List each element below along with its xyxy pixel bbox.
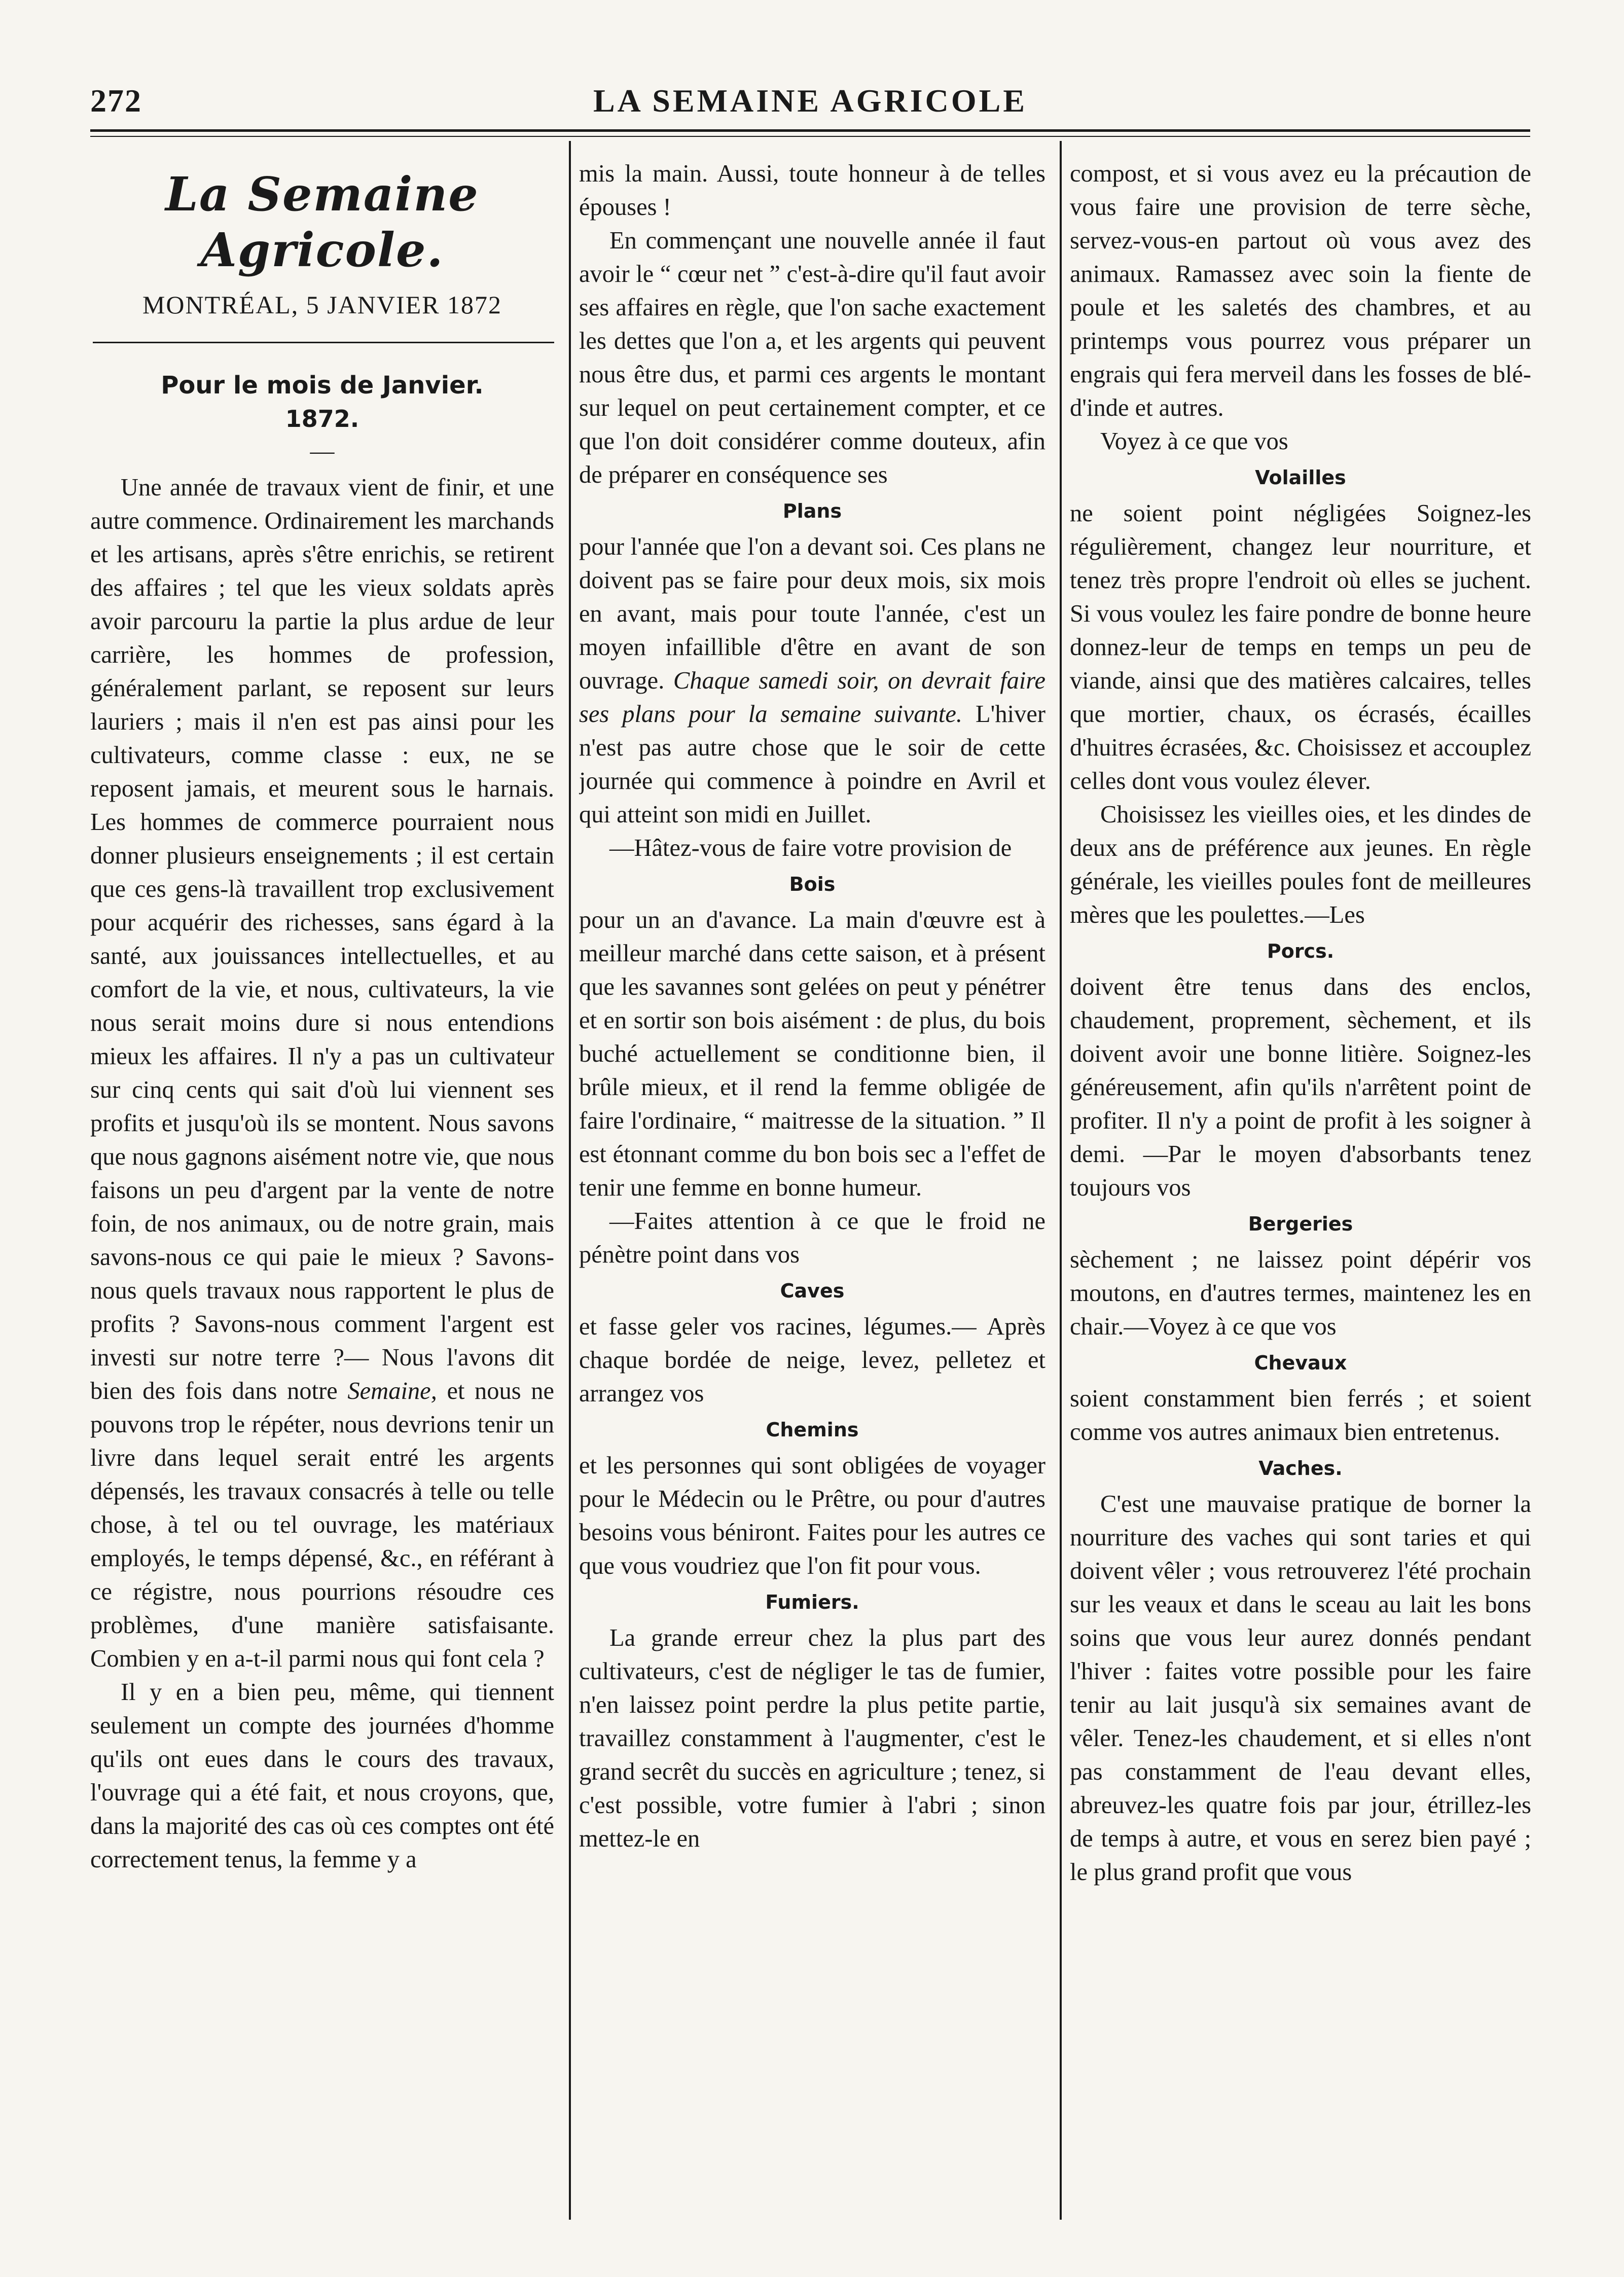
- paragraph: ne soient point négligées Soignez-les régulièrement, changez leur nourriture, et tenez très propre l'endroit où elles se juchent. Si vous voulez les faire pondre de bonne heure donnez-leur de temps en temps un peu de viande, ainsi que des matières calcaires, telles que mortier, chaux, os écrasés, écailles d'huitres écrasées, &c. Choisissez et accouplez celles dont vous voulez élever.: [1070, 500, 1531, 794]
- subheading-chemins: Chemins: [766, 1419, 859, 1441]
- paragraph: Voyez à ce que vos: [1100, 428, 1288, 455]
- subheading-chevaux: Chevaux: [1254, 1352, 1347, 1374]
- masthead-rule: [93, 342, 554, 343]
- subheading-fumiers: Fumiers.: [765, 1591, 859, 1613]
- journal-title: LA SEMAINE AGRICOLE: [593, 83, 1028, 119]
- subheading-porcs: Porcs.: [1267, 940, 1334, 962]
- article-title: Pour le mois de Janvier.: [161, 371, 484, 400]
- column-divider: [569, 141, 571, 2220]
- column-divider: [1060, 141, 1062, 2220]
- paragraph: doivent être tenus dans des enclos, chaudement, proprement, sèchement, et ils doivent avoir une bonne litière. Soignez-les généreusement, afin qu'ils n'arrêtent point de profiter. Il n'y a point de profit à les soigner à demi. —Par le moyen d'absorbants tenez toujours vos: [1070, 973, 1531, 1201]
- paragraph: Choisissez les vieilles oies, et les dindes de deux ans de préférence aux jeunes. En règle générale, les vieilles poules font de meilleures mères que les poulettes.—Les: [1070, 801, 1531, 928]
- page-number: 272: [90, 83, 142, 119]
- subheading-caves: Caves: [780, 1280, 845, 1302]
- dateline: MONTRÉAL, 5 JANVIER 1872: [142, 291, 502, 319]
- paragraph: —Faites attention à ce que le froid ne pénètre point dans vos: [579, 1208, 1045, 1268]
- paragraph: pour l'année que l'on a devant soi. Ces plans ne doivent pas se faire pour deux mois, six mois en avant, mais pour toute l'année, c'est un moyen infaillible d'être en avant de son ouvrage. Chaque samedi soir, on devrait faire ses plans pour la semaine suivante. L'hiver n'est pas autre chose que le soir de cette journée qui commence à poindre en Avril et qui atteint son midi en Juillet.: [579, 533, 1045, 828]
- paragraph: et les personnes qui sont obligées de voyager pour le Médecin ou le Prêtre, ou pour d'autres besoins vous béniront. Faites pour les autres ce que vous voudriez que l'on fit pour vous.: [579, 1452, 1045, 1579]
- subheading-bois: Bois: [789, 873, 836, 895]
- subheading-volailles: Volailles: [1255, 466, 1346, 489]
- paragraph: pour un an d'avance. La main d'œuvre est à meilleur marché dans cette saison, et à présent que les savannes sont gelées on peut y pénétrer et en sortir son bois aisément : de plus, du bois buché actuellement se conditionne bien, il brûle mieux, et il rend la femme obligée de faire l'ordinaire, “ maitresse de la situation. ” Il est étonnant comme du bon bois sec a l'effet de tenir une femme en bonne humeur.: [579, 907, 1045, 1201]
- column-2: [579, 157, 1045, 2226]
- paragraph: et fasse geler vos racines, légumes.— Après chaque bordée de neige, levez, pelletez et arrangez vos: [579, 1313, 1045, 1407]
- running-head: [90, 76, 1530, 132]
- paragraph: Une année de travaux vient de finir, et une autre commence. Ordinairement les marchands et les artisans, après s'être enrichis, se retirent des affaires ; tel que les vieux soldats après avoir parcouru la partie la plus ardue de leur carrière, les hommes de profession, généralement parlant, se reposent sur leurs lauriers ; mais il n'en est pas ainsi pour les cultivateurs, comme classe : eux, ne se reposent jamais, et meurent sous le harnais. Les hommes de commerce pourraient nous donner plusieurs enseignements ; il est certain que ces gens-là travaillent trop exclusivement pour acquérir des richesses, sans égard à la santé, aux jouissances intellectuelles, et au comfort de la vie, et nous, cultivateurs, la vie nous serait moins dure si nous entendions mieux les affaires. Il n'y a pas un cultivateur sur cinq cents qui sait d'où lui viennent ses profits et jusqu'où ils se montent. Nous savons que nous gagnons aisément notre vie, que nous faisons un peu d'argent par la vente de notre foin, de nos animaux, ou de notre grain, mais savons-nous ce qui paie le mieux ? Savons-nous quels travaux nous rapportent le plus de profits ? Savons-nous comment l'argent est investi sur notre terre ?— Nous l'avons dit bien des fois dans notre Semaine, et nous ne pouvons trop le répéter, nous devrions tenir un livre dans lequel serait entré les argents dépensés, les travaux consacrés à telle ou telle chose, à tel ou tel ouvrage, les matériaux employés, le temps dépensé, &c., en référant à ce régistre, nous pourrions résoudre ces problèmes, d'une manière satisfaisante. Combien y en a-t-il parmi nous qui font cela ?: [90, 474, 554, 1672]
- paragraph: compost, et si vous avez eu la précaution de vous faire une provision de terre sèche, servez-vous-en partout où vous avez des animaux. Ramassez avec soin la fiente de poule et les saletés des chambres, et au printemps vous pourrez vous préparer un engrais qui fera merveil dans les fosses de blé-d'inde et autres.: [1070, 160, 1531, 421]
- subheading-plans: Plans: [782, 500, 842, 522]
- paragraph: La grande erreur chez la plus part des cultivateurs, c'est de négliger le tas de fumier, n'en laissez point perdre la plus petite partie, travaillez constamment à l'augmenter, c'est le grand secrêt du succès en agriculture ; tenez, si c'est possible, votre fumier à l'abri ; sinon mettez-le en: [579, 1624, 1045, 1852]
- masthead-title: La Semaine Agricole.: [165, 167, 479, 277]
- header-rule-thin: [90, 136, 1530, 137]
- subheading-vaches: Vaches.: [1258, 1457, 1343, 1479]
- title-dash: —: [310, 438, 335, 464]
- paragraph: Il y en a bien peu, même, qui tiennent seulement un compte des journées d'homme qu'ils ont eues dans le cours des travaux, l'ouvrage qui a été fait, et nous croyons, que, dans la majorité des cas où ces comptes ont été correctement tenus, la femme y a: [90, 1679, 554, 1873]
- subheading-bergeries: Bergeries: [1248, 1213, 1353, 1235]
- paragraph: —Hâtez-vous de faire votre provision de: [609, 835, 1012, 861]
- paragraph: sèchement ; ne laissez point dépérir vos moutons, en d'autres termes, maintenez les en chair.—Voyez à ce que vos: [1070, 1246, 1531, 1340]
- paragraph: soient constamment bien ferrés ; et soient comme vos autres animaux bien entretenus.: [1070, 1385, 1531, 1445]
- header-rule: [90, 129, 1530, 132]
- column-3: [1070, 157, 1531, 2226]
- column-1: [90, 162, 554, 2231]
- paragraph: C'est une mauvaise pratique de borner la nourriture des vaches qui sont taries et qui doivent vêler ; vous retrouverez l'été prochain sur les veaux et dans le sceau au lait les bons soins que vous leur aurez donnés pendant l'hiver : faites votre possible pour les faire tenir au lait jusqu'à six semaines avant de vêler. Tenez-les chaudement, et si elles n'ont pas constamment de l'eau devant elles, abreuvez-les quatre fois par jour, étrillez-les de temps à autre, et vous en serez bien payé ; le plus grand profit que vous: [1070, 1491, 1531, 1886]
- paragraph: mis la main. Aussi, toute honneur à de telles épouses !: [579, 160, 1045, 221]
- article-year: 1872.: [285, 405, 359, 432]
- paragraph: En commençant une nouvelle année il faut avoir le “ cœur net ” c'est-à-dire qu'il faut avoir ses affaires en règle, que l'on sache exactement les dettes que l'on a, et les argents qui peuvent nous être dus, et parmi ces argents le montant sur lequel on peut certainement compter, et ce que l'on doit considérer comme douteux, afin de préparer en conséquence ses: [579, 227, 1045, 488]
